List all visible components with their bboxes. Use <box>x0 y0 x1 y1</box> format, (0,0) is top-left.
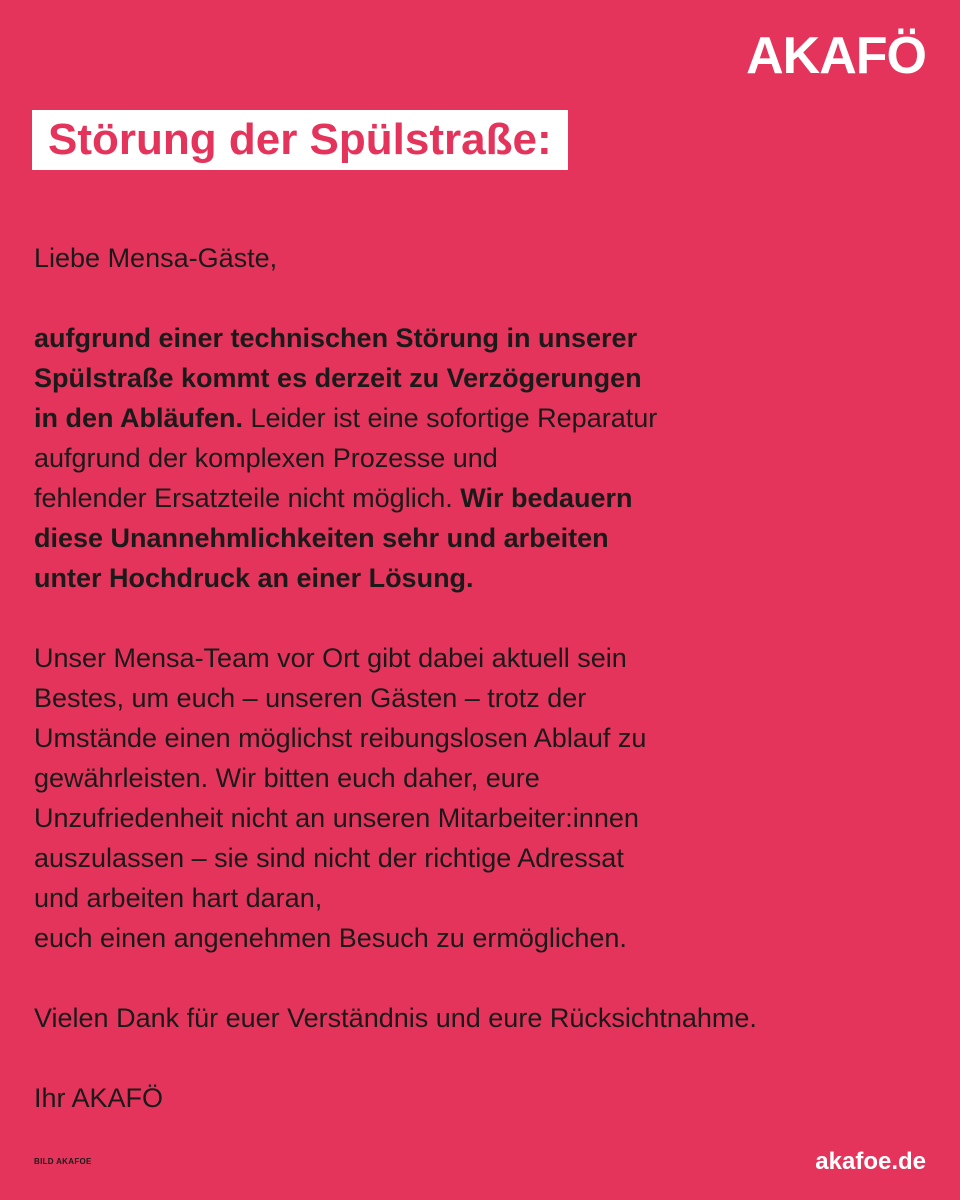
paragraph-1-line: aufgrund einer technischen Störung in unserer <box>34 323 638 353</box>
website-url: akafoe.de <box>815 1148 926 1175</box>
paragraph-2-line: Unser Mensa-Team vor Ort gibt dabei aktuell sein <box>34 643 627 673</box>
greeting: Liebe Mensa-Gäste, <box>34 243 278 273</box>
notice-body <box>34 238 924 1118</box>
paragraph-2-line: euch einen angenehmen Besuch zu ermöglichen. <box>34 923 627 953</box>
paragraph-2-line: und arbeiten hart daran, <box>34 883 323 913</box>
paragraph-2-line: Umstände einen möglichst reibungslosen Ablauf zu <box>34 723 647 753</box>
paragraph-2-line: gewährleisten. Wir bitten euch daher, eure <box>34 763 540 793</box>
paragraph-2-line: auszulassen – sie sind nicht der richtige Adressat <box>34 843 624 873</box>
notice-title: Störung der Spülstraße: <box>48 115 552 164</box>
paragraph-2 <box>34 638 924 958</box>
paragraph-1-line: unter Hochdruck an einer Lösung. <box>34 563 474 593</box>
akafoe-logo: AKAFÖ <box>746 27 926 85</box>
image-credit: BILD AKAFOE <box>34 1157 92 1166</box>
thanks-line: Vielen Dank für euer Verständnis und eure Rücksichtnahme. <box>34 1003 757 1033</box>
paragraph-1-line: aufgrund der komplexen Prozesse und <box>34 443 498 473</box>
paragraph-2-line: Unzufriedenheit nicht an unseren Mitarbeiter:innen <box>34 803 639 833</box>
paragraph-1-line: fehlender Ersatzteile nicht möglich. Wir bedauern <box>34 483 633 513</box>
title-banner <box>32 110 568 170</box>
paragraph-1-line: diese Unannehmlichkeiten sehr und arbeiten <box>34 523 609 553</box>
signature: Ihr AKAFÖ <box>34 1083 164 1113</box>
paragraph-1-line: in den Abläufen. Leider ist eine sofortige Reparatur <box>34 403 658 433</box>
paragraph-2-line: Bestes, um euch – unseren Gästen – trotz der <box>34 683 587 713</box>
paragraph-1-line: Spülstraße kommt es derzeit zu Verzögerungen <box>34 363 642 393</box>
paragraph-1 <box>34 318 924 598</box>
